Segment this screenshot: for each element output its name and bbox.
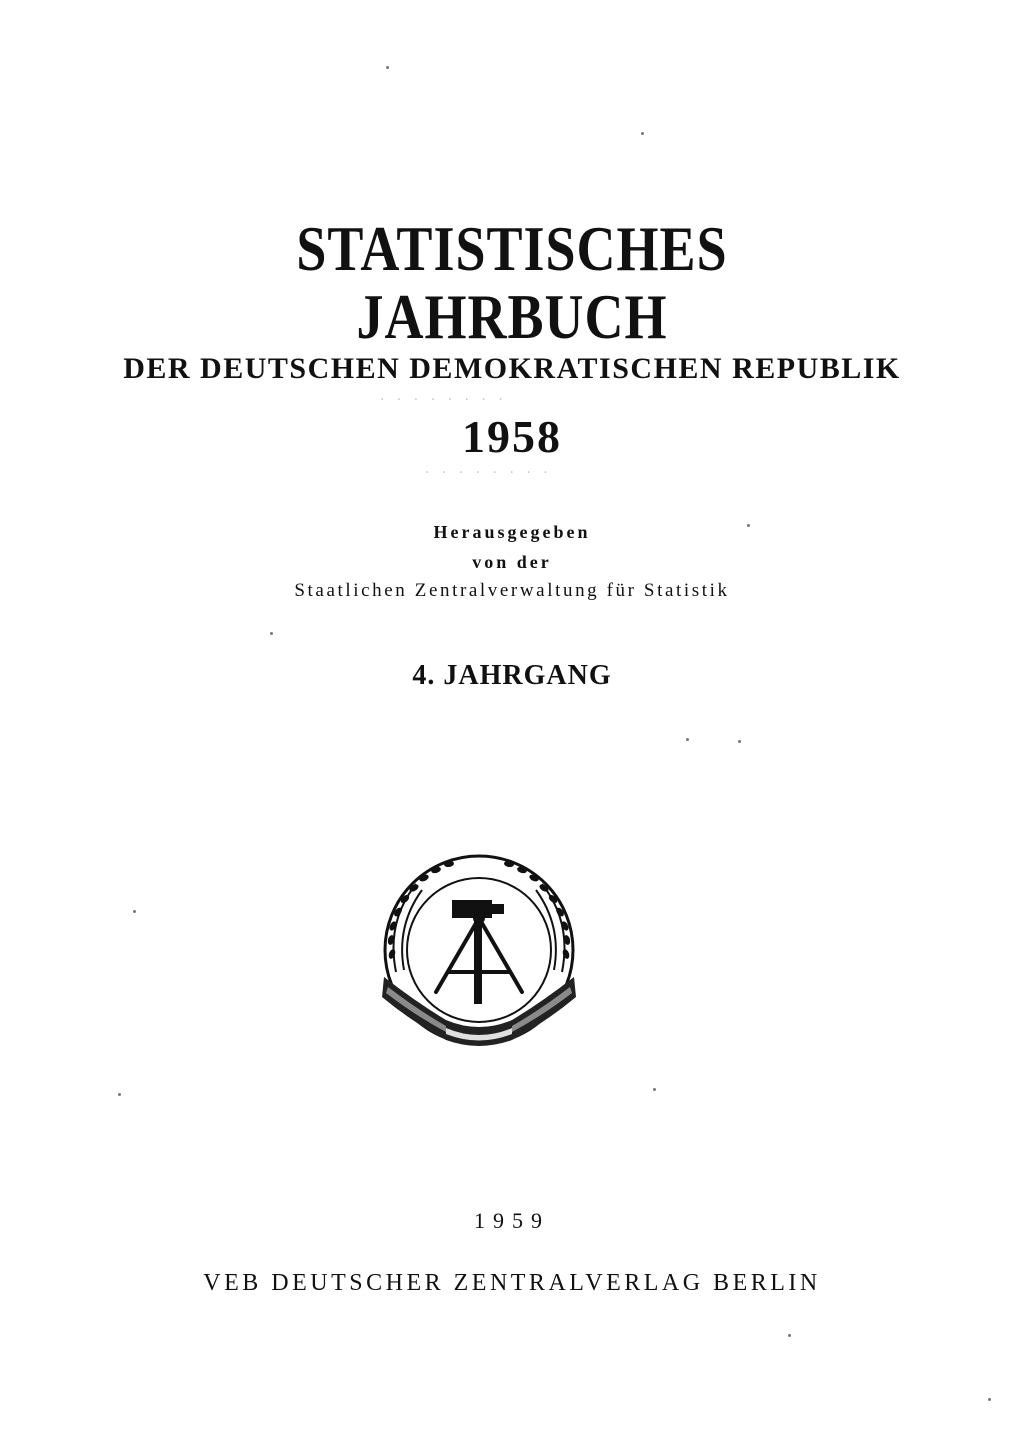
scan-speck xyxy=(747,524,750,527)
scan-speck xyxy=(118,1093,121,1096)
state-emblem-icon xyxy=(376,852,582,1052)
scan-speck xyxy=(653,1088,656,1091)
scan-speck xyxy=(133,910,136,913)
scan-speck xyxy=(270,632,273,635)
editor-line-2: von der xyxy=(472,552,552,572)
edition-year: 1958 xyxy=(462,411,562,462)
publisher-imprint: VEB DEUTSCHER ZENTRALVERLAG BERLIN xyxy=(203,1270,821,1296)
scan-speck xyxy=(386,66,389,69)
bleed-through-mark: · · · · · · · · xyxy=(380,392,507,408)
scan-speck xyxy=(988,1398,991,1401)
title-line-2: JAHRBUCH xyxy=(356,281,668,352)
scan-speck xyxy=(738,740,741,743)
editor-line-1: Herausgegeben xyxy=(433,522,591,542)
editor-line-3: Staatlichen Zentralverwaltung für Statistik xyxy=(294,580,730,601)
volume-label: 4. JAHRGANG xyxy=(412,660,612,691)
scan-speck xyxy=(641,132,644,135)
publication-year: 1959 xyxy=(474,1208,550,1233)
scan-speck xyxy=(686,738,689,741)
title-line-1: STATISTISCHES xyxy=(296,213,728,284)
subtitle: DER DEUTSCHEN DEMOKRATISCHEN REPUBLIK xyxy=(123,352,901,385)
bleed-through-mark: · · · · · · · · xyxy=(425,465,552,481)
scan-speck xyxy=(788,1334,791,1337)
